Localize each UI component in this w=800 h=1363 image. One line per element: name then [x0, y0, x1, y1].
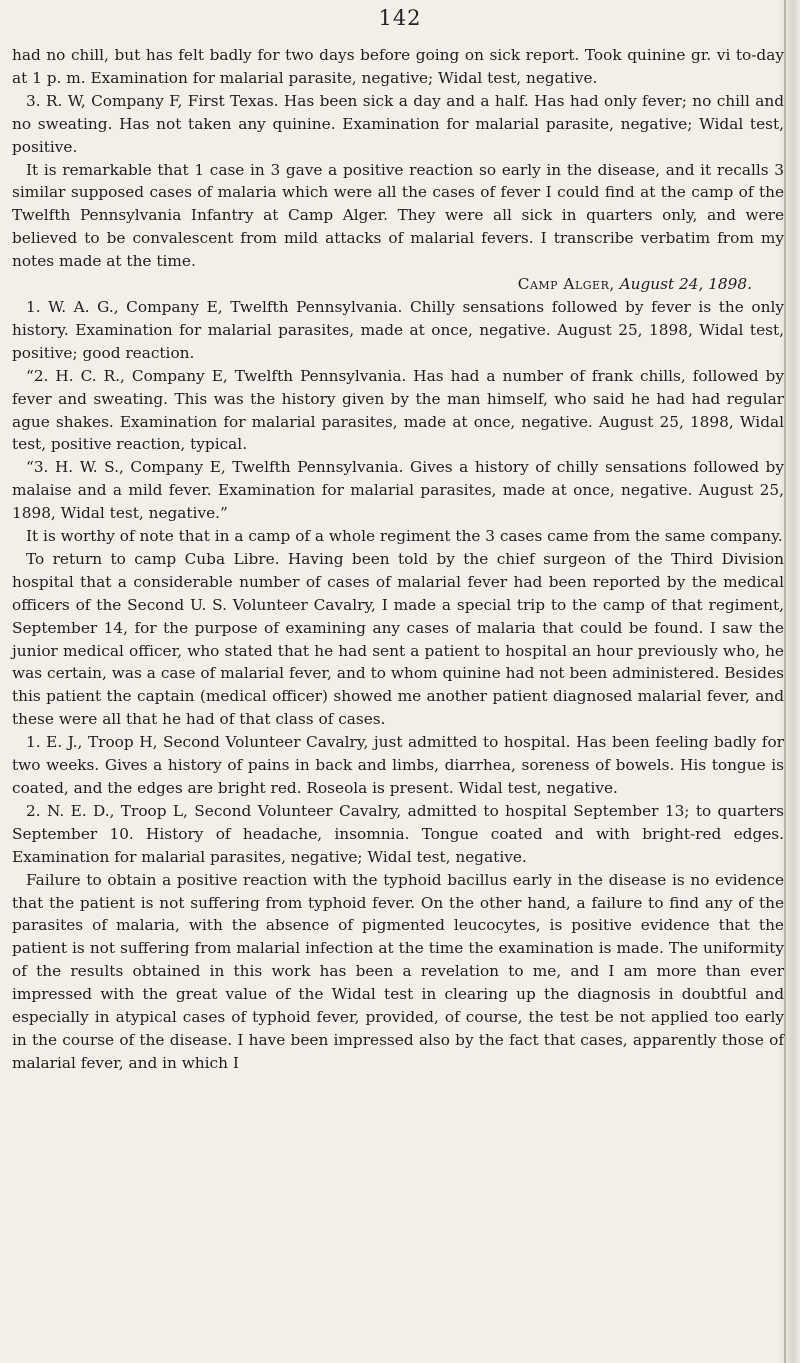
- cavalry-case-1: 1. E. J., Troop H, Second Volunteer Cavalry, just admitted to hospital. Has been feeling badly for two weeks. Gives a history of pains in back and limbs, diarrhea, soreness of bowels. His tongue is coated, and the edges are bright red. Roseola is present. Widal test, negative.: [12, 733, 784, 797]
- case-3-paragraph: 3. R. W, Company F, First Texas. Has been sick a day and a half. Has had only fever; no chill and no sweating. Has not taken any quinine. Examination for malarial parasite, negative; Widal test, positive.: [12, 91, 784, 156]
- dateline: [12, 273, 784, 296]
- same-company-paragraph: It is worthy of note that in a camp of a whole regiment the 3 cases came from the same company.: [26, 527, 783, 546]
- note-case-1: 1. W. A. G., Company E, Twelfth Pennsylvania. Chilly sensations followed by fever is the only history. Examination for malarial parasites, made at once, negative. August 25, 1898, Widal test, positive; good reaction.: [12, 297, 784, 362]
- dateline-place: Camp Alger,: [517, 275, 615, 294]
- conclusion-paragraph: Failure to obtain a positive reaction with the typhoid bacillus early in the disease is no evidence that the patient is not suffering from typhoid fever. On the other hand, a failure to find any of the parasites of malaria, with the absence of pigmented leucocytes, is positive evidence that the patient is not suffering from malarial infection at the time the examination is made. The uniformity of the results obtained in this work has been a revelation to me, and I am more than ever impressed with the great value of the Widal test in clearing up the diagnosis in doubtful and especially in atypical cases of typhoid fever, provided, of course, the test be not applied too early in the course of the disease. I have been impressed also by the fact that cases, apparently those of malarial fever, and in which I: [12, 870, 784, 1072]
- remark-paragraph: It is remarkable that 1 case in 3 gave a positive reaction so early in the disease, and it recalls 3 similar supposed cases of malaria which were all the cases of fever I could find at the camp of the Twelfth Pennsylvania Infantry at Camp Alger. They were all sick in quarters only, and were believed to be convalescent from mild attacks of malarial fevers. I transcribe verbatim from my notes made at the time.: [12, 160, 784, 271]
- note-case-2: “2. H. C. R., Company E, Twelfth Pennsylvania. Has had a number of frank chills, followed by fever and sweating. This was the history given by the man himself, who said he had had regular ague shakes. Examination for malarial parasites, made at once, negative. August 25, 1898, Widal test, positive reaction, typical.: [12, 366, 784, 454]
- note-case-3: “3. H. W. S., Company E, Twelfth Pennsylvania. Gives a history of chilly sensations followed by malaise and a mild fever. Examination for malarial parasites, made at once, negative. August 25, 1898, Widal test, negative.”: [12, 458, 784, 523]
- dateline-date: August 24, 1898.: [619, 275, 752, 294]
- paragraph-continuation: had no chill, but has felt badly for two days before going on sick report. Took quinine gr. vi to-day at 1 p. m. Examination for malarial parasite, negative; Widal test, negative.: [12, 46, 784, 87]
- page-number: 142: [378, 6, 422, 30]
- cuba-libre-paragraph: To return to camp Cuba Libre. Having been told by the chief surgeon of the Third Division hospital that a considerable number of cases of malarial fever had been reported by the medical officers of the Second U. S. Volunteer Cavalry, I made a special trip to the camp of that regiment, September 14, for the purpose of examining any cases of malaria that could be found. I saw the junior medical officer, who stated that he had sent a patient to hospital an hour previously who, he was certain, was a case of malarial fever, and to whom quinine had not been administered. Besides this patient the captain (medical officer) showed me another patient diagnosed malarial fever, and these were all that he had of that class of cases.: [12, 549, 784, 729]
- page-edge-line: [784, 0, 786, 1363]
- cavalry-case-2: 2. N. E. D., Troop L, Second Volunteer Cavalry, admitted to hospital September 13; to quarters September 10. History of headache, insomnia. Tongue coated and with bright-red edges. Examination for malarial parasites, negative; Widal test, negative.: [12, 801, 784, 866]
- body-text: [12, 44, 784, 1075]
